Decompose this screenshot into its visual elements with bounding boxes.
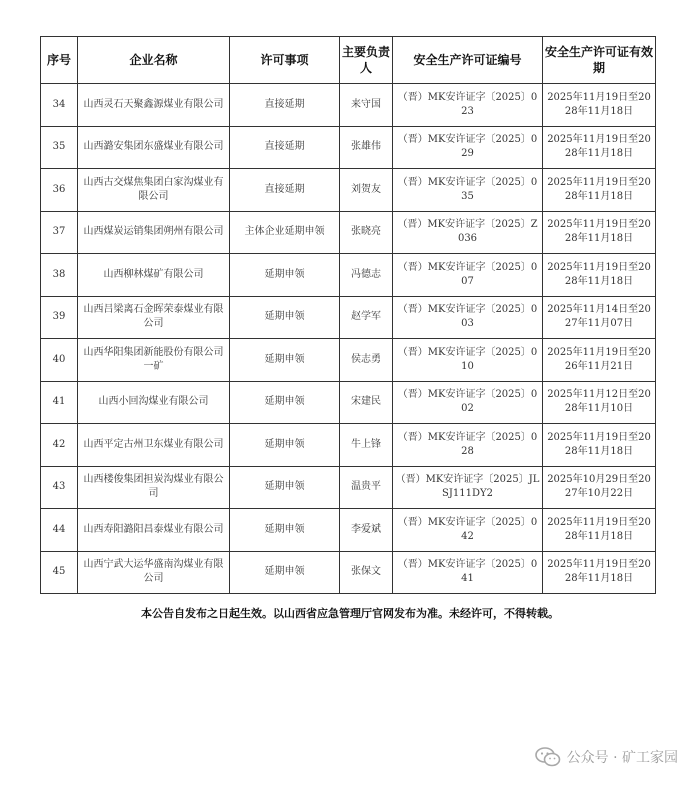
cell-person: 张雄伟 [340, 126, 393, 169]
cell-index: 42 [41, 424, 78, 467]
cell-index: 35 [41, 126, 78, 169]
cell-permit-item: 延期申领 [230, 466, 340, 509]
cell-company: 山西平定古州卫东煤业有限公司 [78, 424, 230, 467]
cell-index: 39 [41, 296, 78, 339]
permit-table [40, 36, 656, 594]
cell-permit-item: 延期申领 [230, 509, 340, 552]
cell-index: 36 [41, 169, 78, 212]
cell-validity: 2025年11月19日至2028年11月18日 [543, 126, 656, 169]
cell-permit-no: （晋）MK安许证字〔2025〕023 [393, 84, 543, 127]
cell-permit-no: （晋）MK安许证字〔2025〕003 [393, 296, 543, 339]
cell-person: 宋建民 [340, 381, 393, 424]
cell-permit-item: 延期申领 [230, 254, 340, 297]
cell-validity: 2025年11月19日至2028年11月18日 [543, 84, 656, 127]
cell-validity: 2025年11月19日至2028年11月18日 [543, 211, 656, 254]
cell-permit-no: （晋）MK安许证字〔2025〕JLSJ111DY2 [393, 466, 543, 509]
cell-permit-item: 延期申领 [230, 424, 340, 467]
table-row [41, 381, 656, 424]
cell-person: 刘贺友 [340, 169, 393, 212]
cell-permit-item: 延期申领 [230, 339, 340, 382]
cell-company: 山西华阳集团新能股份有限公司一矿 [78, 339, 230, 382]
cell-company: 山西潞安集团东盛煤业有限公司 [78, 126, 230, 169]
cell-validity: 2025年11月19日至2028年11月18日 [543, 169, 656, 212]
cell-permit-item: 直接延期 [230, 126, 340, 169]
cell-person: 牛上锋 [340, 424, 393, 467]
cell-permit-no: （晋）MK安许证字〔2025〕029 [393, 126, 543, 169]
header-permit-item: 许可事项 [230, 37, 340, 84]
table-row [41, 551, 656, 594]
cell-permit-no: （晋）MK安许证字〔2025〕010 [393, 339, 543, 382]
cell-person: 温贵平 [340, 466, 393, 509]
cell-index: 44 [41, 509, 78, 552]
cell-company: 山西小回沟煤业有限公司 [78, 381, 230, 424]
table-row [41, 254, 656, 297]
table-body [41, 84, 656, 594]
cell-person: 冯德志 [340, 254, 393, 297]
cell-company: 山西煤炭运销集团朔州有限公司 [78, 211, 230, 254]
cell-index: 40 [41, 339, 78, 382]
table-row [41, 466, 656, 509]
cell-index: 34 [41, 84, 78, 127]
cell-validity: 2025年11月19日至2028年11月18日 [543, 254, 656, 297]
cell-permit-no: （晋）MK安许证字〔2025〕Z036 [393, 211, 543, 254]
cell-index: 38 [41, 254, 78, 297]
cell-company: 山西柳林煤矿有限公司 [78, 254, 230, 297]
cell-permit-no: （晋）MK安许证字〔2025〕041 [393, 551, 543, 594]
cell-company: 山西楼俊集团担炭沟煤业有限公司 [78, 466, 230, 509]
table-row [41, 169, 656, 212]
table-row [41, 211, 656, 254]
header-permit-no: 安全生产许可证编号 [393, 37, 543, 84]
cell-person: 侯志勇 [340, 339, 393, 382]
wechat-icon [535, 747, 561, 767]
table-row [41, 509, 656, 552]
cell-index: 41 [41, 381, 78, 424]
cell-permit-item: 主体企业延期申领 [230, 211, 340, 254]
cell-permit-no: （晋）MK安许证字〔2025〕007 [393, 254, 543, 297]
header-index: 序号 [41, 37, 78, 84]
cell-company: 山西吕梁离石金晖荣泰煤业有限公司 [78, 296, 230, 339]
cell-permit-no: （晋）MK安许证字〔2025〕042 [393, 509, 543, 552]
table-row [41, 126, 656, 169]
watermark [535, 747, 678, 767]
footer-note: 本公告自发布之日起生效。以山西省应急管理厅官网发布为准。未经许可，不得转载。 [141, 607, 559, 620]
cell-permit-item: 延期申领 [230, 381, 340, 424]
cell-company: 山西寿阳潞阳昌泰煤业有限公司 [78, 509, 230, 552]
table-row [41, 424, 656, 467]
cell-company: 山西宁武大运华盛南沟煤业有限公司 [78, 551, 230, 594]
cell-permit-item: 直接延期 [230, 169, 340, 212]
cell-permit-item: 延期申领 [230, 296, 340, 339]
cell-validity: 2025年11月12日至2028年11月10日 [543, 381, 656, 424]
cell-validity: 2025年11月19日至2026年11月21日 [543, 339, 656, 382]
cell-company: 山西灵石天聚鑫源煤业有限公司 [78, 84, 230, 127]
cell-index: 43 [41, 466, 78, 509]
cell-permit-item: 延期申领 [230, 551, 340, 594]
cell-permit-no: （晋）MK安许证字〔2025〕028 [393, 424, 543, 467]
cell-validity: 2025年10月29日至2027年10月22日 [543, 466, 656, 509]
cell-validity: 2025年11月19日至2028年11月18日 [543, 424, 656, 467]
cell-permit-item: 直接延期 [230, 84, 340, 127]
cell-validity: 2025年11月19日至2028年11月18日 [543, 509, 656, 552]
cell-person: 李爱斌 [340, 509, 393, 552]
header-company: 企业名称 [78, 37, 230, 84]
header-validity: 安全生产许可证有效期 [543, 37, 656, 84]
cell-validity: 2025年11月14日至2027年11月07日 [543, 296, 656, 339]
cell-person: 来守国 [340, 84, 393, 127]
cell-validity: 2025年11月19日至2028年11月18日 [543, 551, 656, 594]
table-header-row [41, 37, 656, 84]
cell-person: 张晓亮 [340, 211, 393, 254]
table-row [41, 339, 656, 382]
table-row [41, 296, 656, 339]
cell-person: 赵学军 [340, 296, 393, 339]
cell-permit-no: （晋）MK安许证字〔2025〕035 [393, 169, 543, 212]
cell-person: 张保文 [340, 551, 393, 594]
cell-index: 37 [41, 211, 78, 254]
cell-company: 山西古交煤焦集团白家沟煤业有限公司 [78, 169, 230, 212]
table-row [41, 84, 656, 127]
cell-permit-no: （晋）MK安许证字〔2025〕002 [393, 381, 543, 424]
cell-index: 45 [41, 551, 78, 594]
watermark-text: 公众号 · 矿工家园 [566, 750, 678, 766]
header-person: 主要负责人 [340, 37, 393, 84]
table-header [41, 37, 656, 84]
